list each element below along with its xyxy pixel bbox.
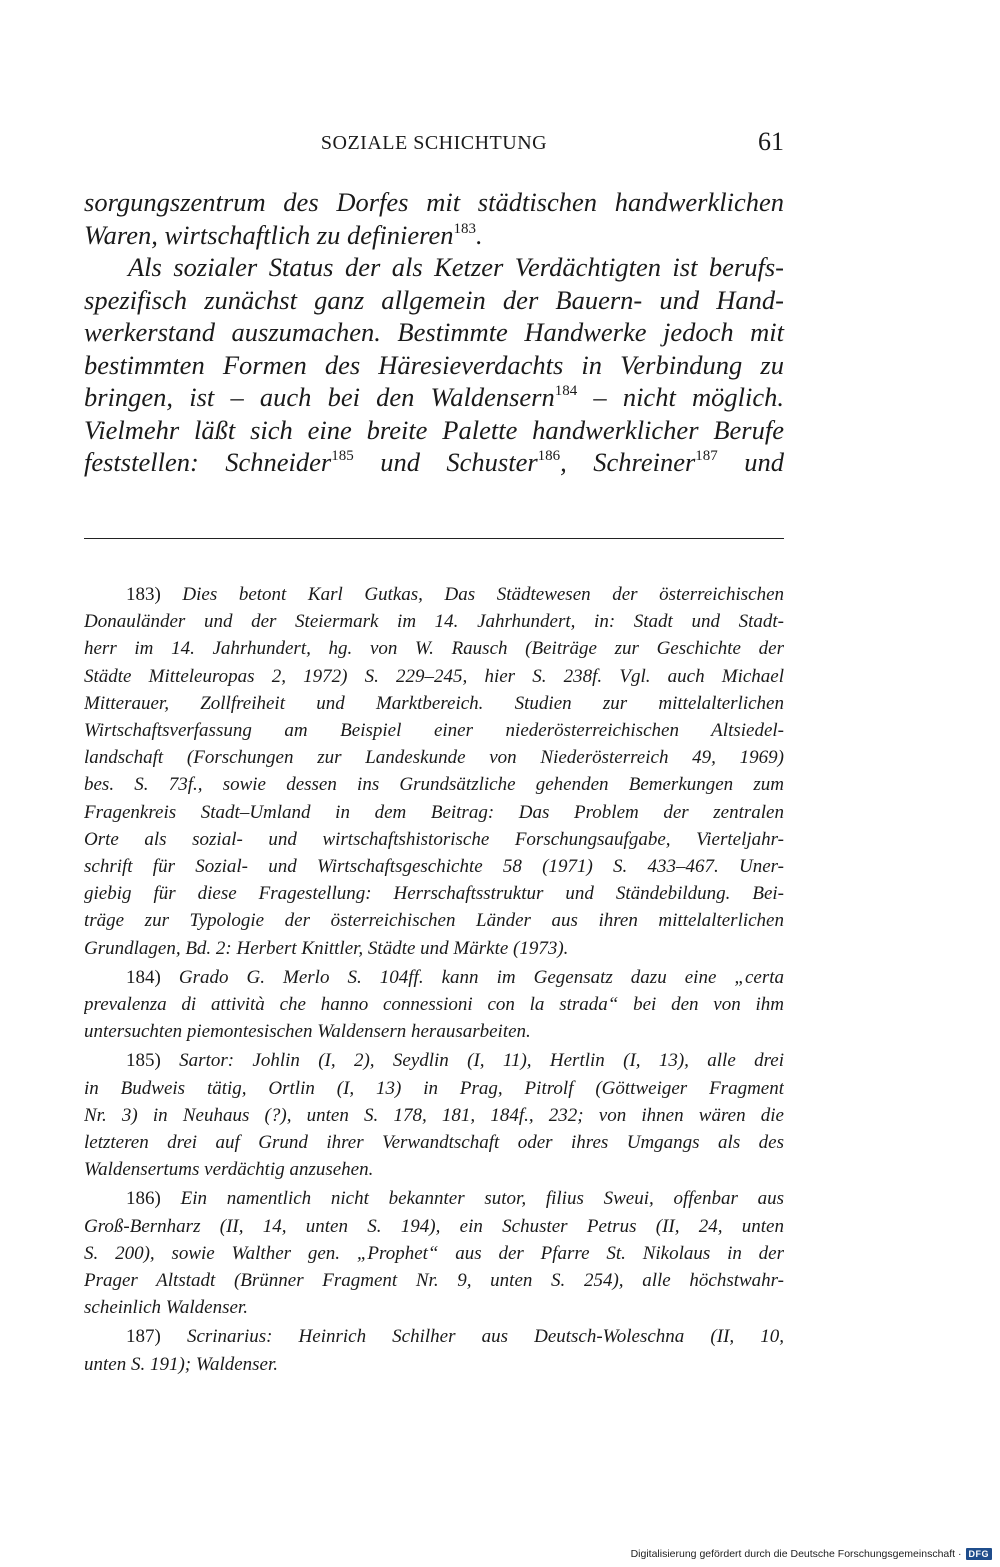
- footnote-line: 185) Sartor: Johlin (I, 2), Seydlin (I, 11), Hertlin (I, 13), alle drei: [126, 1050, 784, 1072]
- footnote-185: [84, 1047, 784, 1183]
- footnote-line: Waldensertums verdächtig anzusehen.: [84, 1159, 374, 1181]
- footnote-line: Grundlagen, Bd. 2: Herbert Knittler, Städte und Märkte (1973).: [84, 937, 569, 959]
- footnote-line: Groß-Bernharz (II, 14, unten S. 194), ein Schuster Petrus (II, 24, unten: [84, 1215, 784, 1237]
- dfg-logo-icon: DFG: [966, 1548, 993, 1560]
- footnote-line: Prager Altstadt (Brünner Fragment Nr. 9, unten S. 254), alle höchstwahr-: [84, 1270, 784, 1292]
- digitization-credit: [631, 1545, 992, 1563]
- footnote-line: Nr. 3) in Neuhaus (?), unten S. 178, 181, 184f., 232; von ihnen wären die: [84, 1104, 784, 1126]
- body-line: bringen, ist – auch bei den Waldensern$^{184}$ – nicht möglich.: [84, 382, 784, 412]
- body-line: Als sozialer Status der als Ketzer Verdächtigten ist berufs-: [128, 252, 784, 282]
- footnote-line: Fragenkreis Stadt–Umland in dem Beitrag: Das Problem der zentralen: [84, 801, 784, 823]
- footnote-line: untersuchten piemontesischen Waldensern herausarbeiten.: [84, 1021, 531, 1043]
- footnote-line: S. 200), sowie Walther gen. „Prophet“ aus der Pfarre St. Nikolaus in der: [84, 1242, 784, 1264]
- footnote-ref[interactable]: 186: [537, 447, 561, 464]
- footnote-line: letzteren drei auf Grund ihrer Verwandtschaft oder ihres Umgangs als des: [84, 1132, 784, 1154]
- footnote-line: Wirtschaftsverfassung am Beispiel einer niederösterreichischen Altsiedel-: [84, 720, 784, 742]
- footnote-line: schrift für Sozial- und Wirtschaftsgeschichte 58 (1971) S. 433–467. Uner-: [84, 856, 784, 878]
- body-line: feststellen: Schneider$^{185}$ und Schuster$^{186}$, Schreiner$^{187}$ und: [84, 447, 785, 477]
- footnote-line: Donauländer und der Steiermark im 14. Jahrhundert, in: Stadt und Stadt-: [84, 611, 784, 633]
- main-text: [84, 186, 784, 479]
- footnote-line: scheinlich Waldenser.: [84, 1297, 248, 1319]
- running-header: [84, 128, 784, 162]
- footnote-line: Mitterauer, Zollfreiheit und Marktbereich. Studien zur mittelalterlichen: [84, 692, 784, 714]
- footnote-line: 186) Ein namentlich nicht bekannter sutor, filius Sweui, offenbar aus: [126, 1188, 784, 1210]
- footnote-ref[interactable]: 187: [695, 447, 718, 464]
- body-line: werkerstand auszumachen. Bestimmte Handwerke jedoch mit: [84, 317, 784, 347]
- footnote-line: in Budweis tätig, Ortlin (I, 13) in Prag, Pitrolf (Göttweiger Fragment: [84, 1077, 784, 1099]
- footnote-183: [84, 581, 784, 962]
- footnote-line: unten S. 191); Waldenser.: [84, 1353, 279, 1375]
- footnote-line: träge zur Typologie der österreichischen Länder aus ihren mittelalterlichen: [84, 910, 784, 932]
- footnote-line: 187) Scrinarius: Heinrich Schilher aus Deutsch-Woleschna (II, 10,: [126, 1326, 784, 1348]
- footnote-ref[interactable]: 183: [453, 220, 476, 237]
- footnote-186: [84, 1185, 784, 1321]
- footnote-line: Städte Mitteleuropas 2, 1972) S. 229–245, hier S. 238f. Vgl. auch Michael: [84, 665, 784, 687]
- running-title: SOZIALE SCHICHTUNG: [320, 132, 548, 154]
- footnote-line: landschaft (Forschungen zur Landeskunde von Niederösterreich 49, 1969): [84, 747, 784, 769]
- page-number: 61: [758, 127, 784, 156]
- footnote-line: bes. S. 73f., sowie dessen ins Grundsätzliche gehenden Bemerkungen zum: [84, 774, 784, 796]
- body-line: sorgungszentrum des Dorfes mit städtischen handwerklichen: [84, 187, 784, 217]
- body-line: spezifisch zunächst ganz allgemein der Bauern- und Hand-: [84, 284, 784, 315]
- body-line: Vielmehr läßt sich eine breite Palette handwerklicher Berufe: [84, 414, 784, 445]
- footnote-line: Orte als sozial- und wirtschaftshistorische Forschungsaufgabe, Vierteljahr-: [84, 828, 784, 850]
- footnote-187: [84, 1323, 784, 1377]
- credit-text: Digitalisierung gefördert durch die Deutsche Forschungsgemeinschaft ·: [630, 1548, 962, 1560]
- footnotes: [84, 581, 784, 1378]
- footnote-line: herr im 14. Jahrhundert, hg. von W. Rausch (Beiträge zur Geschichte der: [84, 638, 784, 660]
- body-line: bestimmten Formen des Häresieverdachts in Verbindung zu: [84, 349, 784, 380]
- footnote-line: giebig für diese Fragestellung: Herrschaftsstruktur und Ständebildung. Bei-: [84, 883, 784, 905]
- footnote-line: 183) Dies betont Karl Gutkas, Das Städtewesen der österreichischen: [126, 584, 784, 605]
- footnote-line: prevalenza di attività che hanno connessioni con la strada“ bei den von ihm: [84, 994, 784, 1016]
- footnote-ref[interactable]: 184: [554, 382, 578, 399]
- footnote-separator: [84, 538, 784, 539]
- footnote-line: 184) Grado G. Merlo S. 104ff. kann im Gegensatz dazu eine „certa: [126, 966, 784, 988]
- footnote-184: [84, 964, 784, 1046]
- body-line: Waren, wirtschaftlich zu definieren$^{183}$.: [84, 219, 483, 250]
- footnote-ref[interactable]: 185: [331, 447, 354, 464]
